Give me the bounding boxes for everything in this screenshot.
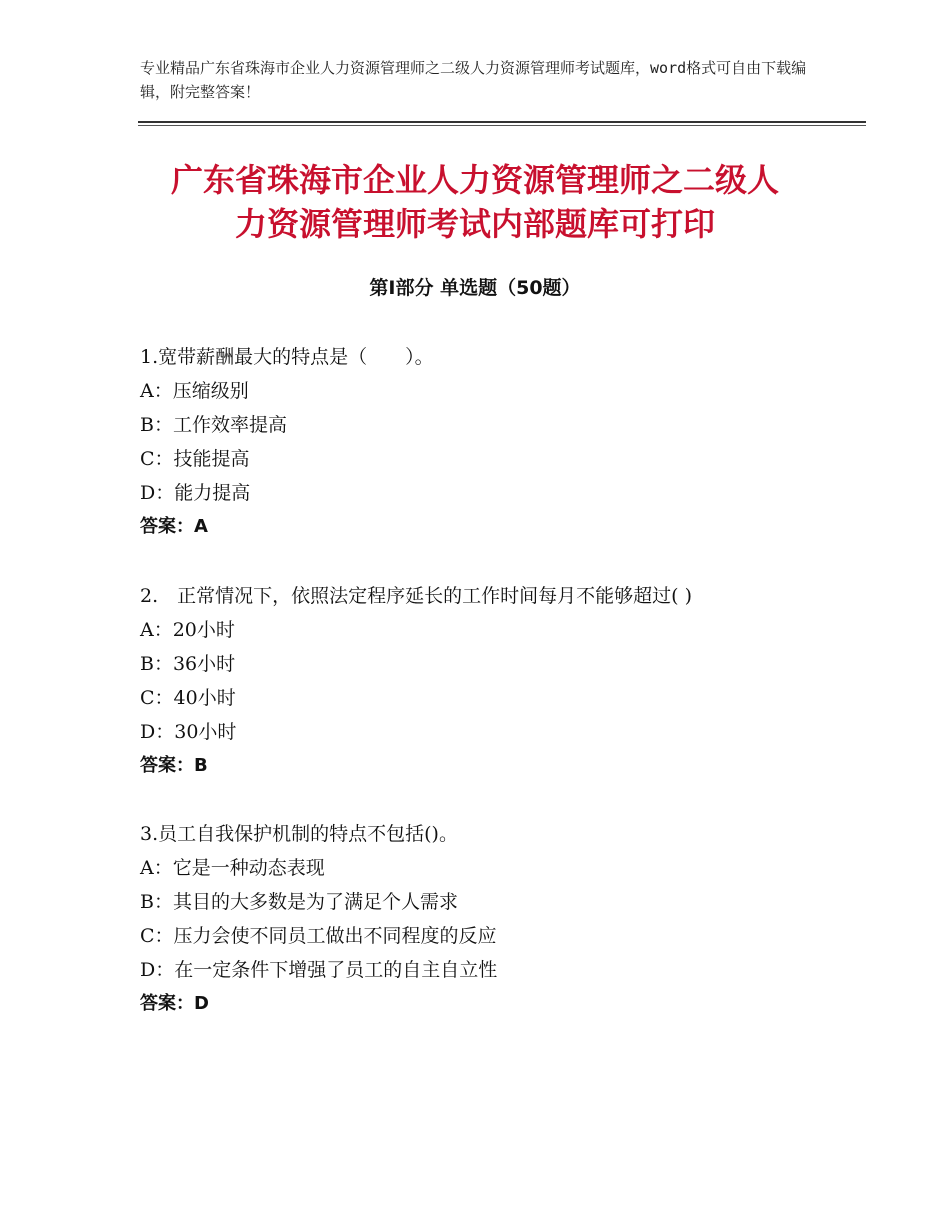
question-1 <box>140 340 860 544</box>
header-rule-thin <box>138 125 866 126</box>
answer: 答案：D <box>140 993 209 1014</box>
option-c: C：技能提高 <box>140 448 250 470</box>
question-3 <box>140 817 860 1021</box>
question-stem: 1.宽带薪酬最大的特点是（ ）。 <box>140 346 434 368</box>
answer: 答案：A <box>140 516 208 537</box>
header-rule-thick <box>138 121 866 123</box>
question-stem: 3.员工自我保护机制的特点不包括()。 <box>140 823 458 845</box>
option-b: B：其目的大多数是为了满足个人需求 <box>140 891 458 913</box>
answer: 答案：B <box>140 755 208 776</box>
option-a: A：压缩级别 <box>140 380 249 402</box>
question-stem: 2. 正常情况下，依照法定程序延长的工作时间每月不能够超过( ) <box>140 585 692 607</box>
option-a: A：它是一种动态表现 <box>140 857 325 879</box>
option-d: D：30小时 <box>140 721 237 743</box>
option-d: D：能力提高 <box>140 482 251 504</box>
option-d: D：在一定条件下增强了员工的自主自立性 <box>140 959 498 981</box>
option-b: B：36小时 <box>140 653 236 675</box>
option-c: C：压力会使不同员工做出不同程度的反应 <box>140 925 497 947</box>
option-a: A：20小时 <box>140 619 235 641</box>
document-title <box>120 158 830 246</box>
section-title: 第Ⅰ部分 单选题（50题） <box>369 277 581 299</box>
header-note: 专业精品广东省珠海市企业人力资源管理师之二级人力资源管理师考试题库，word格式可自由下载编辑，附完整答案！ <box>140 59 807 101</box>
title-line-1: 广东省珠海市企业人力资源管理师之二级人 <box>170 161 779 199</box>
title-line-2: 力资源管理师考试内部题库可打印 <box>234 205 715 243</box>
option-c: C：40小时 <box>140 687 236 709</box>
question-2 <box>140 579 860 783</box>
option-b: B：工作效率提高 <box>140 414 287 436</box>
